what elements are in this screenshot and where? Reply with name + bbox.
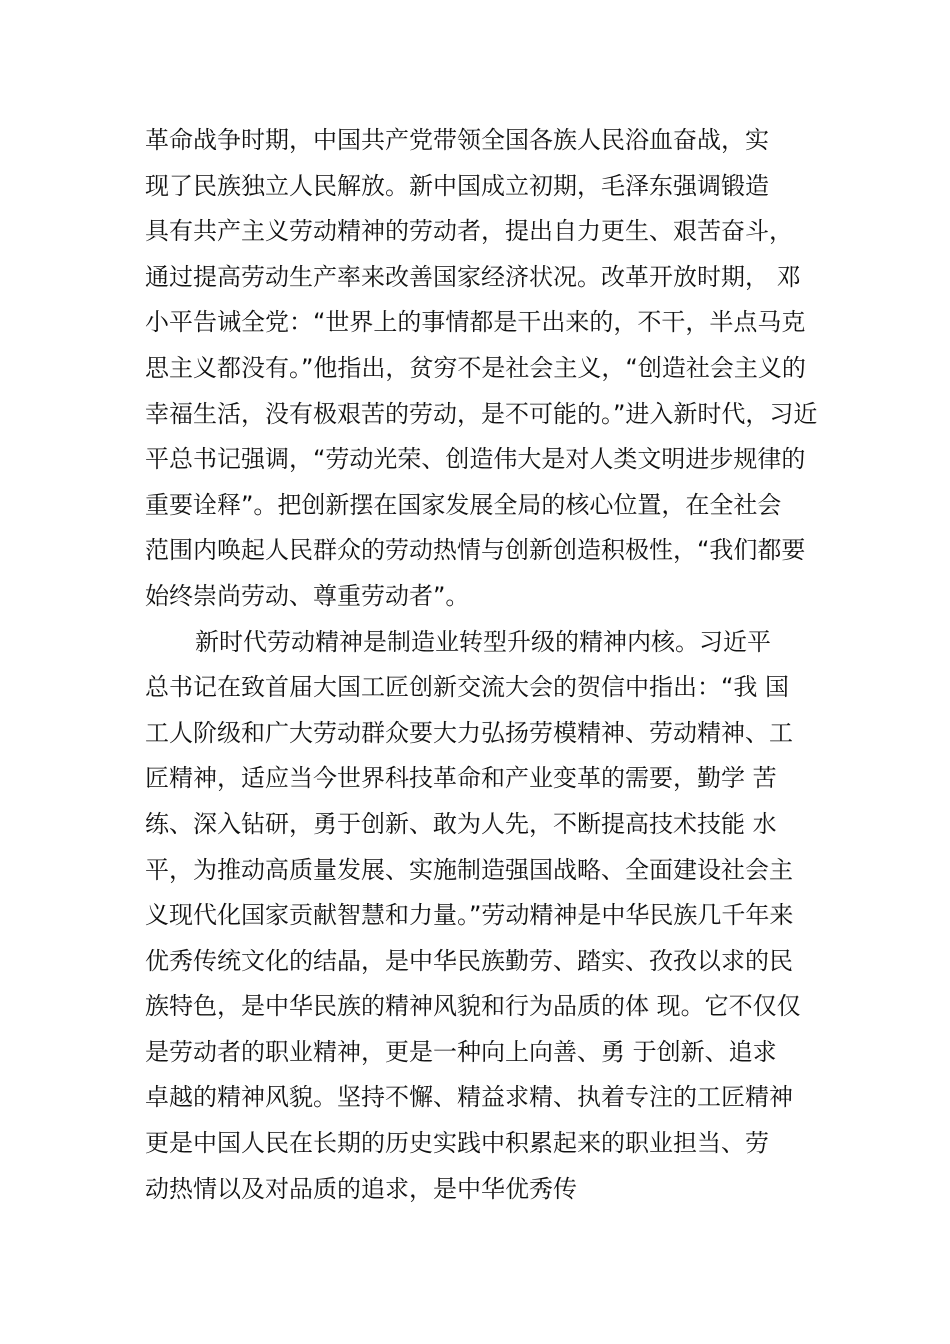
text-line-13: 总书记在致首届大国工匠创新交流大会的贺信中指出：“我 国 [145,673,790,702]
text-line-6: 思主义都没有。”他指出，贫穷不是社会主义，“创造社会主义的 [145,353,806,382]
text-line-17: 平，为推动高质量发展、实施制造强国战略、全面建设社会主 [145,855,793,884]
text-line-8: 平总书记强调，“劳动光荣、创造伟大是对人类文明进步规律的 [145,445,806,474]
text-line-10: 范围内唤起人民群众的劳动热情与创新创造积极性，“我们都要 [145,536,806,565]
text-line-9: 重要诠释”。把创新摆在国家发展全局的核心位置，在全社会 [145,490,782,519]
text-line-24: 动热情以及对品质的追求，是中华优秀传 [145,1174,577,1203]
text-line-19: 优秀传统文化的结晶，是中华民族勤劳、踏实、孜孜以求的民 [145,946,793,975]
text-line-20: 族特色，是中华民族的精神风貌和行为品质的体 现。它不仅仅 [145,992,801,1021]
text-line-15: 匠精神，适应当今世界科技革命和产业变革的需要，勤学 苦 [145,764,777,793]
text-line-23: 更是中国人民在长期的历史实践中积累起来的职业担当、劳 [145,1129,769,1158]
body-text [145,118,845,1212]
text-line-22: 卓越的精神风貌。坚持不懈、精益求精、执着专注的工匠精神 [145,1083,793,1112]
text-line-11: 始终崇尚劳动、尊重劳动者”。 [145,581,470,610]
text-line-4: 通过提高劳动生产率来改善国家经济状况。改革开放时期， 邓 [145,262,801,291]
text-line-7: 幸福生活，没有极艰苦的劳动，是不可能的。”进入新时代，习近 [145,399,818,428]
text-line-3: 具有共产主义劳动精神的劳动者，提出自力更生、艰苦奋斗， [145,217,793,246]
text-line-14: 工人阶级和广大劳动群众要大力弘扬劳模精神、劳动精神、工 [145,718,793,747]
text-line-1: 革命战争时期，中国共产党带领全国各族人民浴血奋战，实 [145,126,769,154]
text-line-16: 练、深入钻研，勇于创新、敢为人先，不断提高技术技能 水 [145,809,777,838]
text-line-18: 义现代化国家贡献智慧和力量。”劳动精神是中华民族几千年来 [145,901,794,930]
text-line-21: 是劳动者的职业精神，更是一种向上向善、勇 于创新、追求 [145,1037,777,1066]
text-line-2: 现了民族独立人民解放。新中国成立初期，毛泽东强调锻造 [145,171,769,200]
text-line-12-paragraph-start: 新时代劳动精神是制造业转型升级的精神内核。习近平 [195,627,771,656]
text-line-5: 小平告诫全党：“世界上的事情都是干出来的，不干，半点马克 [145,308,806,337]
